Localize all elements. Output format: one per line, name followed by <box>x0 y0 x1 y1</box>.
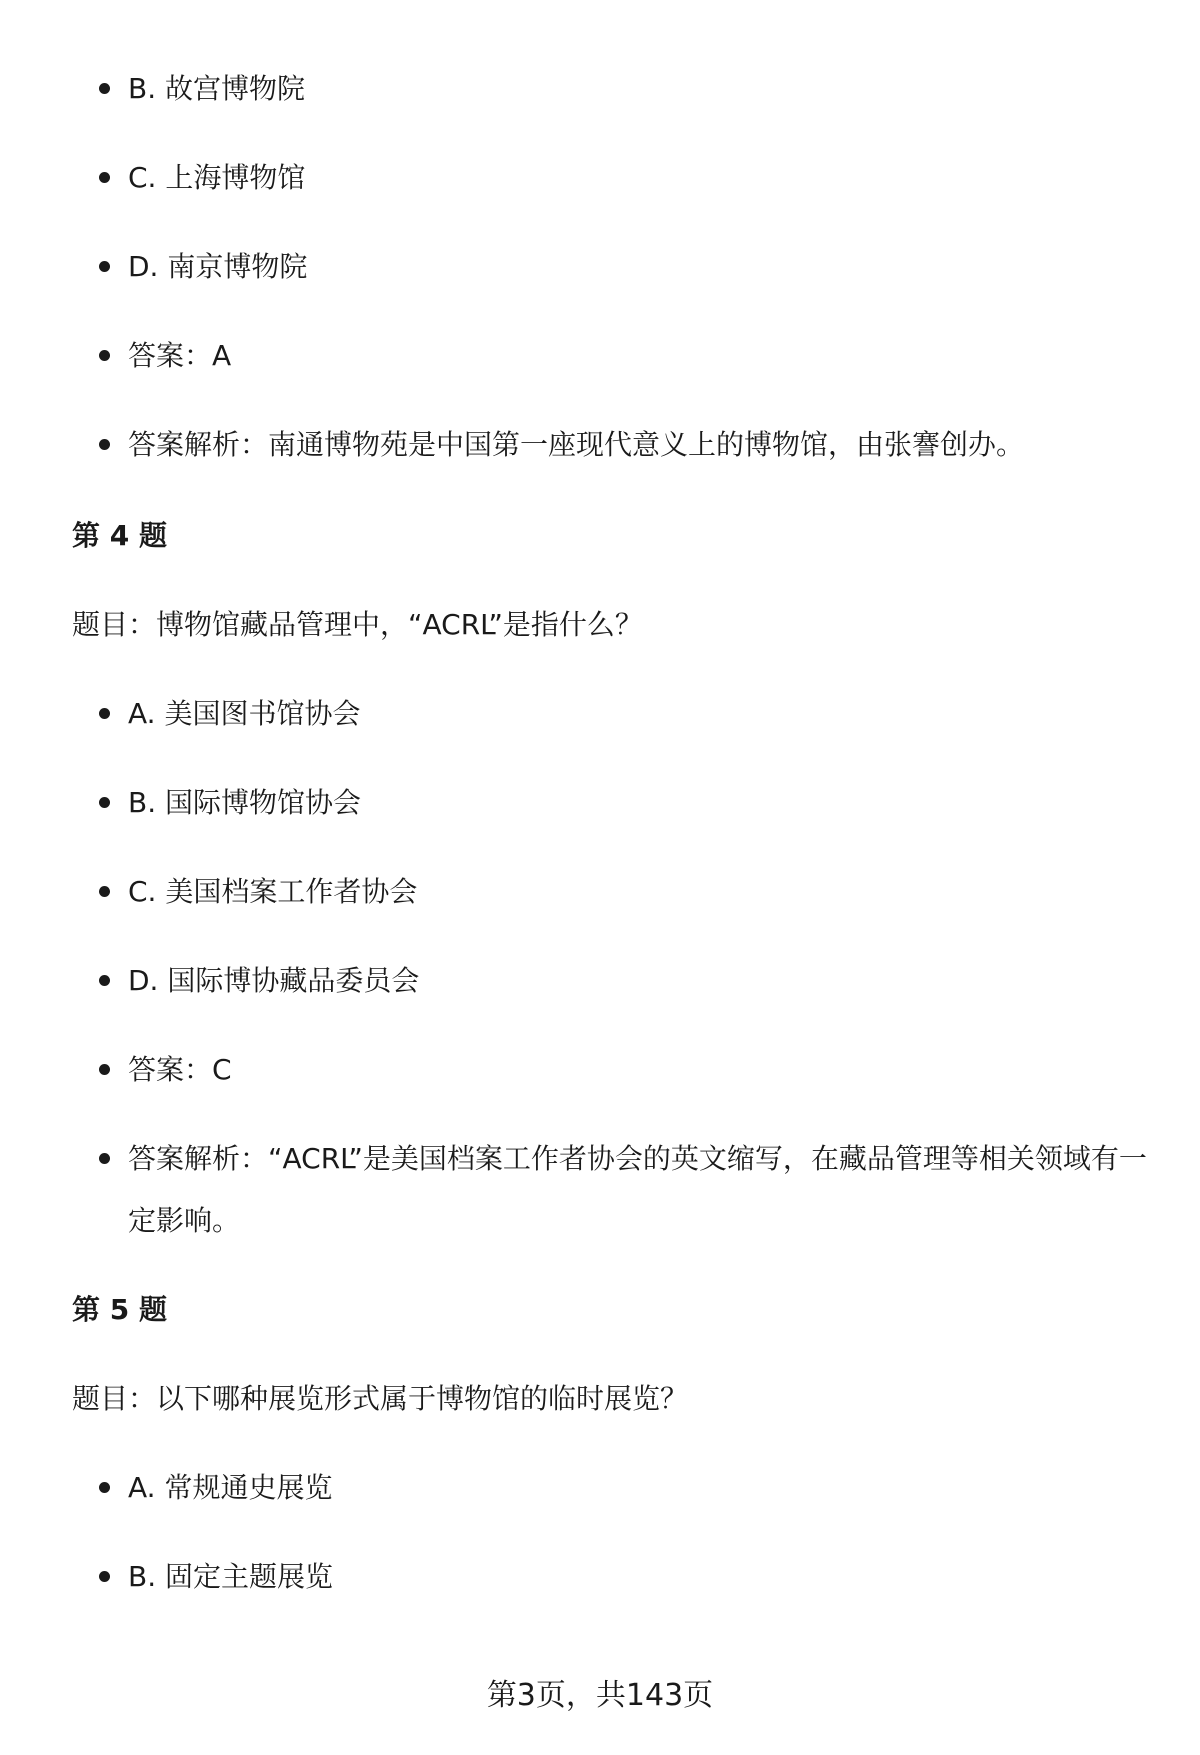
q3-option-d: D. 南京博物院 <box>128 236 1158 298</box>
q5-option-b: B. 固定主题展览 <box>128 1546 1158 1608</box>
q4-heading: 第 4 题 <box>72 519 167 552</box>
q4-option-c: C. 美国档案工作者协会 <box>128 861 1158 923</box>
q3-explanation: 答案解析：南通博物苑是中国第一座现代意义上的博物馆，由张謇创办。 <box>128 414 1158 476</box>
q5-question: 题目：以下哪种展览形式属于博物馆的临时展览？ <box>72 1382 689 1415</box>
q5-heading: 第 5 题 <box>72 1293 167 1326</box>
q4-option-d: D. 国际博协藏品委员会 <box>128 950 1158 1012</box>
q5-option-a: A. 常规通史展览 <box>128 1457 1158 1519</box>
q4-explanation: 答案解析：“ACRL”是美国档案工作者协会的英文缩写，在藏品管理等相关领域有一定影响。 <box>128 1128 1158 1252</box>
q4-option-b: B. 国际博物馆协会 <box>128 772 1158 834</box>
q3-option-b: B. 故宫博物院 <box>128 58 1158 120</box>
q4-option-a: A. 美国图书馆协会 <box>128 683 1158 745</box>
q3-answer: 答案：A <box>128 325 1158 387</box>
q3-option-c: C. 上海博物馆 <box>128 147 1158 209</box>
q4-question: 题目：博物馆藏品管理中，“ACRL”是指什么？ <box>72 608 643 641</box>
page-number: 第3页，共143页 <box>486 1678 714 1713</box>
q4-answer: 答案：C <box>128 1039 1158 1101</box>
